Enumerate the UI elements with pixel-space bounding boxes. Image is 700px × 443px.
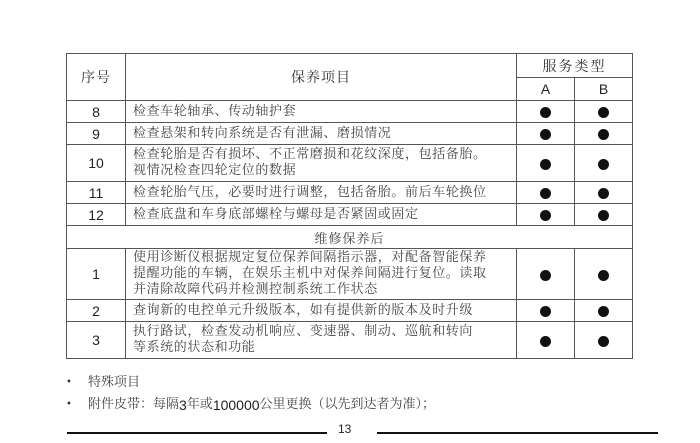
- type-b-cell: [575, 182, 633, 204]
- header-seq: 序号: [67, 54, 126, 101]
- bullet-icon: •: [66, 377, 72, 388]
- type-b-cell: [575, 300, 633, 322]
- type-b-cell: [575, 249, 633, 300]
- row-item: 检查底盘和车身底部螺栓与螺母是否紧固或固定: [126, 204, 517, 226]
- type-b-cell: [575, 204, 633, 226]
- table-row: [67, 322, 633, 359]
- filled-dot-icon: [540, 270, 551, 281]
- row-item-line: 视情况检查四轮定位的数据: [133, 163, 297, 178]
- filled-dot-icon: [540, 188, 551, 199]
- type-a-cell: [517, 204, 575, 226]
- row-item: 检查轮胎气压，必要时进行调整，包括备胎。前后车轮换位: [126, 182, 517, 204]
- header-type-b: B: [575, 78, 633, 101]
- filled-dot-icon: [540, 336, 551, 347]
- row-item-line: 等系统的状态和功能: [133, 340, 256, 355]
- filled-dot-icon: [598, 107, 609, 118]
- filled-dot-icon: [540, 129, 551, 140]
- row-item-line: 执行路试，检查发动机响应、变速器、制动、巡航和转向: [133, 324, 474, 339]
- filled-dot-icon: [598, 129, 609, 140]
- type-a-cell: [517, 123, 575, 145]
- row-item-line: 使用诊断仪根据规定复位保养间隔指示器，对配备智能保养: [133, 250, 487, 265]
- row-seq: 11: [67, 182, 126, 204]
- note-special-items: [66, 372, 435, 394]
- bullet-icon: •: [66, 399, 72, 410]
- table-row: [67, 204, 633, 226]
- type-b-cell: [575, 322, 633, 359]
- filled-dot-icon: [540, 159, 551, 170]
- note-text: 特殊项目: [88, 375, 141, 390]
- filled-dot-icon: [540, 107, 551, 118]
- row-seq: 10: [67, 145, 126, 182]
- note-belt: [66, 394, 435, 416]
- row-item-line: 检查轮胎是否有损坏、不正常磨损和花纹深度，包括备胎。: [133, 147, 487, 162]
- type-b-cell: [575, 145, 633, 182]
- header-type-a: A: [517, 78, 575, 101]
- filled-dot-icon: [598, 188, 609, 199]
- table-row: [67, 101, 633, 123]
- footer-rule-right: [377, 432, 658, 434]
- header-item: 保养项目: [126, 54, 517, 101]
- filled-dot-icon: [598, 210, 609, 221]
- maintenance-table: [66, 53, 633, 359]
- table-row: [67, 300, 633, 322]
- row-item: 检查悬架和转向系统是否有泄漏、磨损情况: [126, 123, 517, 145]
- filled-dot-icon: [540, 210, 551, 221]
- type-a-cell: [517, 322, 575, 359]
- note-text-mid: 年或: [186, 397, 213, 412]
- note-km: 100000: [212, 397, 260, 413]
- type-a-cell: [517, 145, 575, 182]
- filled-dot-icon: [598, 270, 609, 281]
- row-item: 查询新的电控单元升级版本，如有提供新的版本及时升级: [126, 300, 517, 322]
- row-item: [126, 145, 517, 182]
- filled-dot-icon: [540, 306, 551, 317]
- type-a-cell: [517, 249, 575, 300]
- footer-rule-left: [67, 432, 327, 434]
- row-item-line: 并清除故障代码并检测控制系统工作状态: [133, 282, 378, 297]
- notes-list: [66, 372, 435, 416]
- row-seq: 12: [67, 204, 126, 226]
- type-a-cell: [517, 300, 575, 322]
- row-seq: 8: [67, 101, 126, 123]
- note-years: 3: [179, 397, 187, 413]
- row-item: 检查车轮轴承、传动轴护套: [126, 101, 517, 123]
- row-seq: 2: [67, 300, 126, 322]
- type-b-cell: [575, 101, 633, 123]
- note-text-prefix: 附件皮带：每隔: [88, 397, 180, 412]
- section-header: 维修保养后: [67, 226, 633, 249]
- filled-dot-icon: [598, 336, 609, 347]
- type-b-cell: [575, 123, 633, 145]
- table-row: [67, 145, 633, 182]
- page-footer: [0, 422, 700, 442]
- row-seq: 1: [67, 249, 126, 300]
- row-item: [126, 249, 517, 300]
- header-service-type: 服务类型: [517, 54, 633, 78]
- table-row: [67, 249, 633, 300]
- filled-dot-icon: [598, 306, 609, 317]
- table-row: [67, 123, 633, 145]
- row-item: [126, 322, 517, 359]
- table-row: [67, 182, 633, 204]
- type-a-cell: [517, 182, 575, 204]
- note-text-suffix: 公里更换（以先到达者为准）；: [259, 397, 436, 412]
- filled-dot-icon: [598, 159, 609, 170]
- page-number: 13: [338, 422, 352, 436]
- row-seq: 9: [67, 123, 126, 145]
- type-a-cell: [517, 101, 575, 123]
- row-item-line: 提醒功能的车辆，在娱乐主机中对保养间隔进行复位。读取: [133, 266, 487, 281]
- row-seq: 3: [67, 322, 126, 359]
